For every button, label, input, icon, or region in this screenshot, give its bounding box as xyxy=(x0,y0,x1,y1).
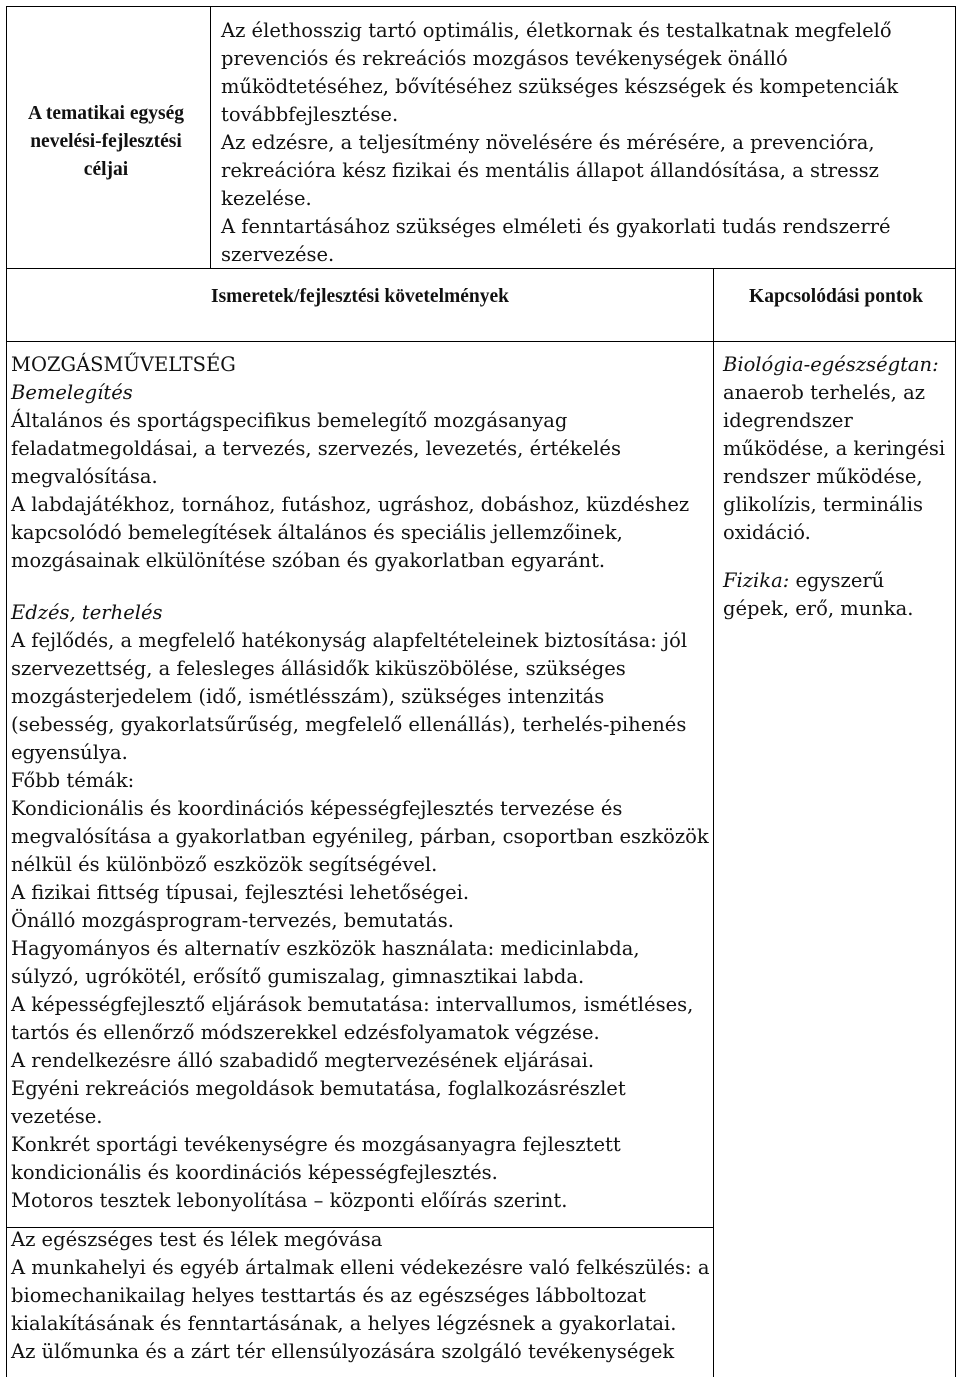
connections-header: Kapcsolódási pontok xyxy=(749,286,923,307)
physics-title: Fizika: xyxy=(723,569,790,592)
border-top xyxy=(6,6,956,7)
physics-text: egyszerű gépek, erő, munka. xyxy=(723,569,914,620)
warmup-text: Általános és sportágspecifikus bemelegítő mozgásanyag feladatmegoldásai, a tervezés, szervezés, levezetés, értékelés megvalósítása. A labdajátékhoz, tornához, futáshoz, ugráshoz, dobáshoz, küzdéshez kapcsolódó bemelegítések általános és speciális jellemzőinek, mozgásainak elkülönítése szóban és gyakorlatban egyaránt. xyxy=(11,409,690,572)
goals-divider-vertical xyxy=(210,6,211,269)
requirements-content xyxy=(11,351,711,1366)
health-text: Az egészséges test és lélek megóvása A munkahelyi és egyéb ártalmak elleni védekezésre való felkészülés: a biomechanikailag helyes testtartás és az egészséges lábboltozat kialakításának és fenntartásának, a helyes légzésnek a gyakorlatai. Az ülőmunka és a zárt tér ellensúlyozására szolgáló tevékenységek xyxy=(11,1228,710,1363)
training-text: A fejlődés, a megfelelő hatékonyság alapfeltételeinek biztosítása: jól szervezettség, a felesleges állásidők kiküszöbölése, szükséges mozgásterjedelem (idő, ismétlésszám), szükséges intenzitás (sebesség, gyakorlatsűrűség, megfelelő ellenállás), terhelés-pihenés egyensúlya. Főbb témák: Kondicionális és koordinációs képességfejlesztés tervezése és megvalósítása a gyakorlatban egyénileg, párban, csoportban eszközök nélkül és különböző eszközök segítségével. A fizikai fittség típusai, fejlesztési lehetőségei. Önálló mozgásprogram-tervezés, bemutatás. Hagyományos és alternatív eszközök használata: medicinlabda, súlyzó, ugrókötél, erősítő gumiszalag, gimnasztikai labda. A képességfejlesztő eljárások bemutatása: intervallumos, ismétléses, tartós és ellenőrző módszerekkel edzésfolyamatok végzése. A rendelkezésre álló szabadidő megtervezésének eljárásai. Egyéni rekreációs megoldások bemutatása, foglalkozásrészlet vezetése. Konkrét sportági tevékenységre és mozgásanyagra fejlesztett kondicionális és koordinációs képességfejlesztés. Motoros tesztek lebonyolítása – központi előírás szerint. xyxy=(11,629,709,1212)
biology-title: Biológia-egészségtan: xyxy=(723,353,939,376)
warmup-title: Bemelegítés xyxy=(11,381,133,404)
border-left xyxy=(6,6,7,1377)
border-right xyxy=(955,6,956,1377)
connections-content xyxy=(723,351,953,623)
training-title: Edzés, terhelés xyxy=(11,601,163,624)
header-divider-horizontal xyxy=(6,341,956,342)
column-divider-vertical xyxy=(713,268,714,1377)
section-title: MOZGÁSMŰVELTSÉG xyxy=(11,353,236,376)
biology-text: anaerob terhelés, az idegrendszer működése, a keringési rendszer működése, glikolízis, terminális oxidáció. xyxy=(723,381,946,544)
requirements-header: Ismeretek/fejlesztési követelmények xyxy=(211,286,509,307)
goals-label: A tematikai egység nevelési-fejlesztési céljai xyxy=(28,103,184,180)
goals-text: Az élethosszig tartó optimális, életkornak és testalkatnak megfelelő prevenciós és rekreációs mozgásos tevékenységek önálló működtetéséhez, bővítéséhez szükséges készségek és kompetenciák továbbfejlesztése. Az edzésre, a teljesítmény növelésére és mérésére, a prevencióra, rekreációra kész fizikai és mentális állapot állandósítása, a stressz kezelése. A fenntartásához szükséges elméleti és gyakorlati tudás rendszerré szervezése. xyxy=(221,19,899,266)
physics-connection xyxy=(723,567,953,623)
